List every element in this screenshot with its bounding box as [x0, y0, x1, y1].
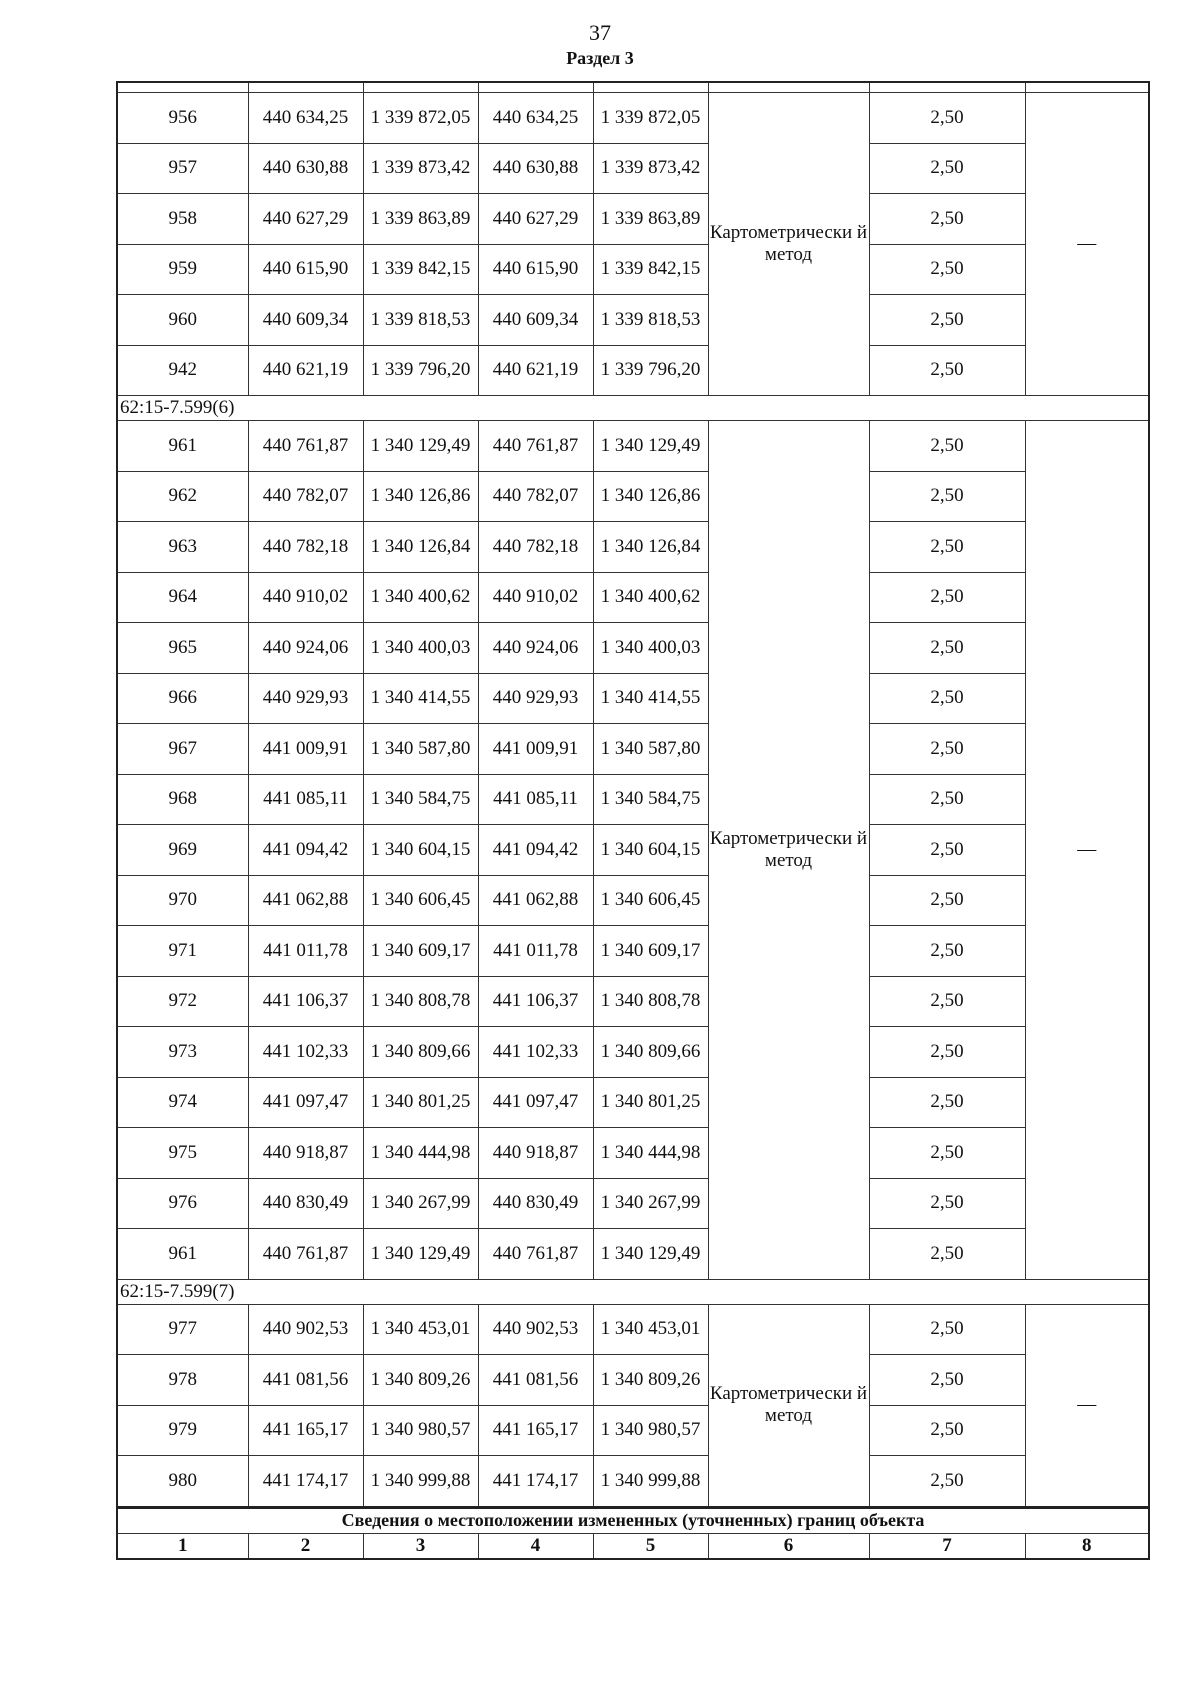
accuracy-value: 2,50 [869, 1405, 1025, 1456]
group-label: 62:15-7.599(6) [117, 396, 1149, 421]
existing-x: 440 910,02 [248, 572, 363, 623]
accuracy-value: 2,50 [869, 1128, 1025, 1179]
accuracy-value: 2,50 [869, 421, 1025, 472]
updated-x: 440 910,02 [478, 572, 593, 623]
existing-y: 1 340 126,84 [363, 522, 478, 573]
updated-x: 440 929,93 [478, 673, 593, 724]
existing-y: 1 340 267,99 [363, 1178, 478, 1229]
coordinates-table-body [117, 82, 1149, 1559]
updated-y: 1 340 444,98 [593, 1128, 708, 1179]
existing-y: 1 339 872,05 [363, 93, 478, 144]
updated-x: 440 761,87 [478, 1229, 593, 1280]
table-row [117, 194, 1149, 245]
updated-x: 440 609,34 [478, 295, 593, 346]
accuracy-value: 2,50 [869, 295, 1025, 346]
table-row [117, 774, 1149, 825]
table-row [117, 244, 1149, 295]
table-row [117, 673, 1149, 724]
method-cell: Картометрически й метод [708, 93, 869, 396]
point-number: 963 [117, 522, 248, 573]
point-number: 976 [117, 1178, 248, 1229]
updated-y: 1 340 453,01 [593, 1304, 708, 1355]
updated-x: 441 102,33 [478, 1027, 593, 1078]
updated-x: 441 081,56 [478, 1355, 593, 1406]
accuracy-value: 2,50 [869, 1355, 1025, 1406]
column-number: 3 [363, 1533, 478, 1559]
updated-y: 1 339 872,05 [593, 93, 708, 144]
table-row [117, 522, 1149, 573]
accuracy-value: 2,50 [869, 143, 1025, 194]
existing-x: 441 097,47 [248, 1077, 363, 1128]
table-row [117, 724, 1149, 775]
updated-x: 440 634,25 [478, 93, 593, 144]
table-row [117, 1304, 1149, 1355]
table-row [117, 1355, 1149, 1406]
updated-y: 1 339 796,20 [593, 345, 708, 396]
updated-x: 440 761,87 [478, 421, 593, 472]
updated-x: 441 094,42 [478, 825, 593, 876]
point-number: 961 [117, 1229, 248, 1280]
updated-y: 1 340 801,25 [593, 1077, 708, 1128]
point-number: 978 [117, 1355, 248, 1406]
existing-x: 440 918,87 [248, 1128, 363, 1179]
point-number: 966 [117, 673, 248, 724]
existing-y: 1 340 414,55 [363, 673, 478, 724]
existing-x: 440 634,25 [248, 93, 363, 144]
accuracy-value: 2,50 [869, 1456, 1025, 1508]
updated-x: 441 165,17 [478, 1405, 593, 1456]
existing-y: 1 340 444,98 [363, 1128, 478, 1179]
existing-x: 440 830,49 [248, 1178, 363, 1229]
existing-x: 440 924,06 [248, 623, 363, 674]
existing-x: 441 165,17 [248, 1405, 363, 1456]
point-number: 967 [117, 724, 248, 775]
existing-x: 440 761,87 [248, 421, 363, 472]
note-cell: — [1025, 421, 1149, 1280]
table-row [117, 875, 1149, 926]
existing-x: 441 106,37 [248, 976, 363, 1027]
table-row [117, 1027, 1149, 1078]
existing-y: 1 340 400,03 [363, 623, 478, 674]
point-number: 965 [117, 623, 248, 674]
existing-x: 441 174,17 [248, 1456, 363, 1508]
note-cell: — [1025, 93, 1149, 396]
updated-y: 1 340 400,03 [593, 623, 708, 674]
accuracy-value: 2,50 [869, 1027, 1025, 1078]
point-number: 956 [117, 93, 248, 144]
point-number: 970 [117, 875, 248, 926]
note-cell: — [1025, 1304, 1149, 1507]
updated-x: 441 009,91 [478, 724, 593, 775]
table-row [117, 825, 1149, 876]
group-header-row [117, 396, 1149, 421]
column-number: 2 [248, 1533, 363, 1559]
updated-y: 1 340 809,66 [593, 1027, 708, 1078]
table-row [117, 345, 1149, 396]
existing-x: 441 009,91 [248, 724, 363, 775]
updated-x: 441 174,17 [478, 1456, 593, 1508]
accuracy-value: 2,50 [869, 244, 1025, 295]
updated-x: 440 902,53 [478, 1304, 593, 1355]
section-title: Раздел 3 [566, 48, 634, 68]
point-number: 942 [117, 345, 248, 396]
table-row [117, 926, 1149, 977]
point-number: 964 [117, 572, 248, 623]
accuracy-value: 2,50 [869, 194, 1025, 245]
existing-y: 1 340 587,80 [363, 724, 478, 775]
existing-y: 1 339 796,20 [363, 345, 478, 396]
accuracy-value: 2,50 [869, 875, 1025, 926]
existing-y: 1 340 809,66 [363, 1027, 478, 1078]
column-number: 5 [593, 1533, 708, 1559]
updated-y: 1 340 126,86 [593, 471, 708, 522]
accuracy-value: 2,50 [869, 1304, 1025, 1355]
existing-x: 441 094,42 [248, 825, 363, 876]
updated-y: 1 340 980,57 [593, 1405, 708, 1456]
table-row [117, 471, 1149, 522]
column-number: 1 [117, 1533, 248, 1559]
updated-y: 1 340 808,78 [593, 976, 708, 1027]
updated-x: 440 918,87 [478, 1128, 593, 1179]
existing-y: 1 340 609,17 [363, 926, 478, 977]
existing-x: 441 102,33 [248, 1027, 363, 1078]
updated-y: 1 340 606,45 [593, 875, 708, 926]
updated-y: 1 339 873,42 [593, 143, 708, 194]
existing-y: 1 339 818,53 [363, 295, 478, 346]
table-row [117, 623, 1149, 674]
updated-x: 440 630,88 [478, 143, 593, 194]
point-number: 974 [117, 1077, 248, 1128]
existing-y: 1 340 604,15 [363, 825, 478, 876]
point-number: 959 [117, 244, 248, 295]
point-number: 980 [117, 1456, 248, 1508]
table-row [117, 93, 1149, 144]
accuracy-value: 2,50 [869, 1229, 1025, 1280]
updated-x: 440 621,19 [478, 345, 593, 396]
existing-y: 1 340 808,78 [363, 976, 478, 1027]
existing-x: 441 011,78 [248, 926, 363, 977]
existing-y: 1 340 606,45 [363, 875, 478, 926]
updated-x: 440 782,07 [478, 471, 593, 522]
accuracy-value: 2,50 [869, 774, 1025, 825]
existing-x: 440 782,18 [248, 522, 363, 573]
existing-x: 440 782,07 [248, 471, 363, 522]
point-number: 968 [117, 774, 248, 825]
updated-x: 440 615,90 [478, 244, 593, 295]
point-number: 971 [117, 926, 248, 977]
existing-x: 440 615,90 [248, 244, 363, 295]
updated-y: 1 340 999,88 [593, 1456, 708, 1508]
table-row [117, 976, 1149, 1027]
point-number: 975 [117, 1128, 248, 1179]
updated-x: 441 062,88 [478, 875, 593, 926]
existing-x: 441 085,11 [248, 774, 363, 825]
updated-y: 1 340 414,55 [593, 673, 708, 724]
footer-title-row [117, 1507, 1149, 1533]
updated-x: 440 782,18 [478, 522, 593, 573]
existing-x: 440 902,53 [248, 1304, 363, 1355]
updated-y: 1 340 587,80 [593, 724, 708, 775]
existing-y: 1 340 999,88 [363, 1456, 478, 1508]
existing-x: 440 627,29 [248, 194, 363, 245]
updated-y: 1 339 863,89 [593, 194, 708, 245]
table-row [117, 143, 1149, 194]
existing-y: 1 340 809,26 [363, 1355, 478, 1406]
updated-y: 1 339 818,53 [593, 295, 708, 346]
existing-y: 1 339 863,89 [363, 194, 478, 245]
header-stub-row [117, 82, 1149, 93]
updated-y: 1 339 842,15 [593, 244, 708, 295]
updated-x: 441 011,78 [478, 926, 593, 977]
point-number: 962 [117, 471, 248, 522]
point-number: 979 [117, 1405, 248, 1456]
page-number: 37 [589, 20, 611, 45]
existing-y: 1 339 873,42 [363, 143, 478, 194]
updated-y: 1 340 126,84 [593, 522, 708, 573]
point-number: 958 [117, 194, 248, 245]
group-header-row [117, 1279, 1149, 1304]
accuracy-value: 2,50 [869, 926, 1025, 977]
updated-y: 1 340 584,75 [593, 774, 708, 825]
point-number: 969 [117, 825, 248, 876]
updated-y: 1 340 604,15 [593, 825, 708, 876]
existing-y: 1 340 126,86 [363, 471, 478, 522]
accuracy-value: 2,50 [869, 1077, 1025, 1128]
table-row [117, 421, 1149, 472]
table-row [117, 295, 1149, 346]
accuracy-value: 2,50 [869, 724, 1025, 775]
column-number: 8 [1025, 1533, 1149, 1559]
updated-x: 440 924,06 [478, 623, 593, 674]
accuracy-value: 2,50 [869, 522, 1025, 573]
table-row [117, 1456, 1149, 1508]
method-cell: Картометрически й метод [708, 421, 869, 1280]
updated-x: 441 085,11 [478, 774, 593, 825]
point-number: 960 [117, 295, 248, 346]
table-row [117, 1178, 1149, 1229]
existing-y: 1 340 801,25 [363, 1077, 478, 1128]
updated-y: 1 340 609,17 [593, 926, 708, 977]
accuracy-value: 2,50 [869, 1178, 1025, 1229]
accuracy-value: 2,50 [869, 572, 1025, 623]
existing-x: 440 761,87 [248, 1229, 363, 1280]
group-label: 62:15-7.599(7) [117, 1279, 1149, 1304]
accuracy-value: 2,50 [869, 345, 1025, 396]
existing-x: 441 081,56 [248, 1355, 363, 1406]
point-number: 972 [117, 976, 248, 1027]
column-number: 7 [869, 1533, 1025, 1559]
updated-y: 1 340 809,26 [593, 1355, 708, 1406]
table-row [117, 1405, 1149, 1456]
updated-y: 1 340 400,62 [593, 572, 708, 623]
existing-y: 1 340 453,01 [363, 1304, 478, 1355]
point-number: 957 [117, 143, 248, 194]
existing-y: 1 340 980,57 [363, 1405, 478, 1456]
updated-y: 1 340 267,99 [593, 1178, 708, 1229]
existing-x: 440 630,88 [248, 143, 363, 194]
updated-x: 440 627,29 [478, 194, 593, 245]
existing-y: 1 340 129,49 [363, 421, 478, 472]
accuracy-value: 2,50 [869, 673, 1025, 724]
accuracy-value: 2,50 [869, 976, 1025, 1027]
column-number-row [117, 1533, 1149, 1559]
updated-x: 441 097,47 [478, 1077, 593, 1128]
accuracy-value: 2,50 [869, 623, 1025, 674]
updated-x: 441 106,37 [478, 976, 593, 1027]
point-number: 961 [117, 421, 248, 472]
table-row [117, 1229, 1149, 1280]
existing-x: 440 929,93 [248, 673, 363, 724]
existing-y: 1 340 400,62 [363, 572, 478, 623]
accuracy-value: 2,50 [869, 471, 1025, 522]
existing-y: 1 339 842,15 [363, 244, 478, 295]
existing-x: 440 609,34 [248, 295, 363, 346]
updated-y: 1 340 129,49 [593, 1229, 708, 1280]
point-number: 977 [117, 1304, 248, 1355]
accuracy-value: 2,50 [869, 93, 1025, 144]
updated-x: 440 830,49 [478, 1178, 593, 1229]
footer-title: Сведения о местоположении измененных (уточненных) границ объекта [117, 1507, 1149, 1533]
updated-y: 1 340 129,49 [593, 421, 708, 472]
existing-y: 1 340 584,75 [363, 774, 478, 825]
table-row [117, 572, 1149, 623]
existing-y: 1 340 129,49 [363, 1229, 478, 1280]
table-row [117, 1128, 1149, 1179]
method-cell: Картометрически й метод [708, 1304, 869, 1507]
table-row [117, 1077, 1149, 1128]
existing-x: 441 062,88 [248, 875, 363, 926]
coordinates-table [116, 81, 1150, 1560]
column-number: 4 [478, 1533, 593, 1559]
accuracy-value: 2,50 [869, 825, 1025, 876]
column-number: 6 [708, 1533, 869, 1559]
existing-x: 440 621,19 [248, 345, 363, 396]
point-number: 973 [117, 1027, 248, 1078]
